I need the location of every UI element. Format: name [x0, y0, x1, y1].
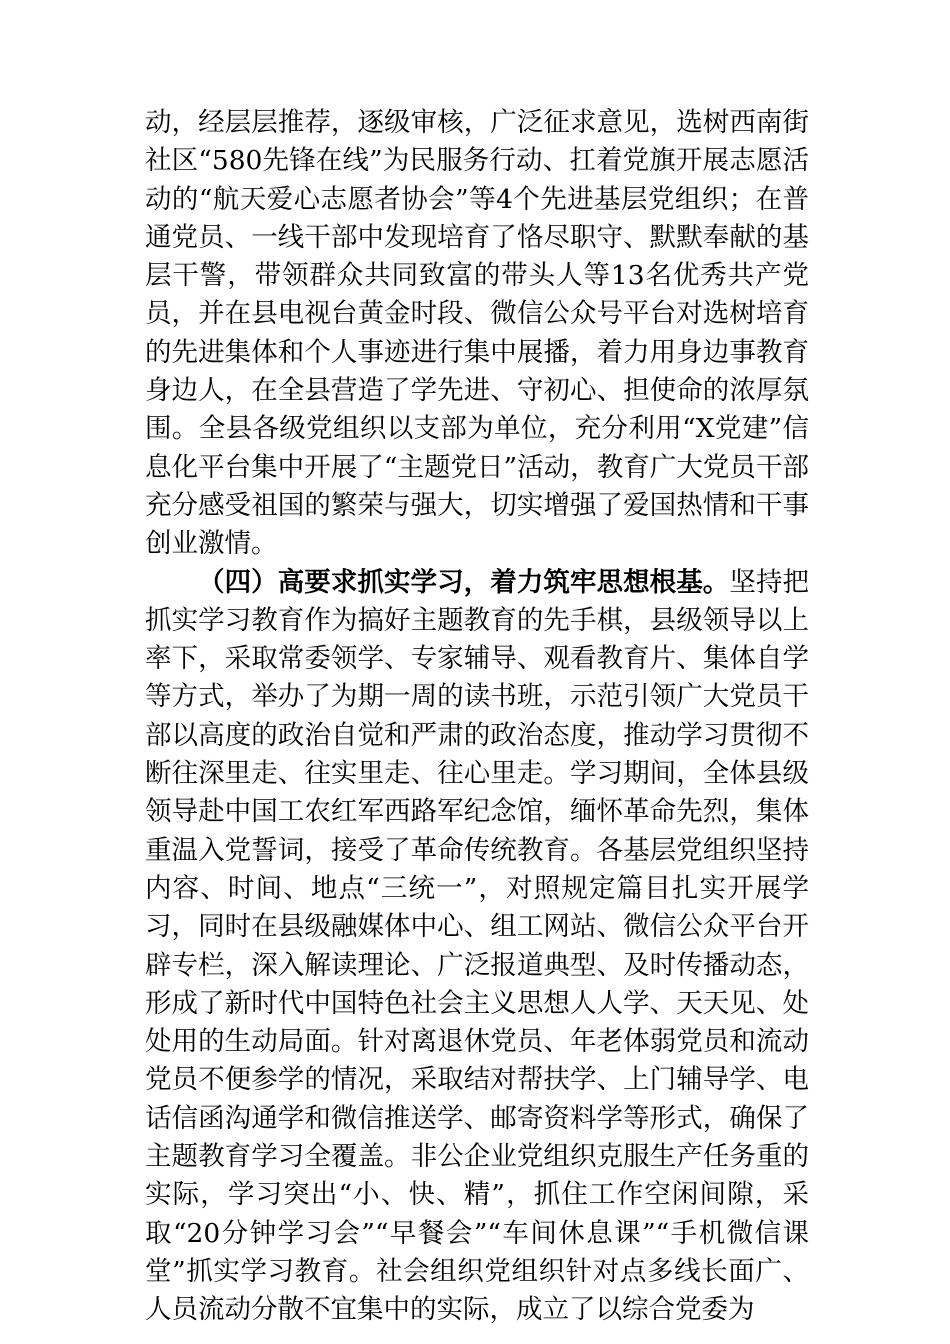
section-heading: （四）高要求抓实学习，着力筑牢思想根基。 [198, 566, 730, 598]
section-body: 坚持把抓实学习教育作为搞好主题教育的先手棋，县级领导以上率下，采取常委领学、专家辅导、观看教育片、集体自学等方式，举办了为期一周的读书班，示范引领广大党员干部以高度的政治自觉和严肃的政治态度，推动学习贯彻不断往深里走、往实里走、往心里走。学习期间，全体县级领导赴中国工农红军西路军纪念馆，缅怀革命先烈，集体重温入党誓词，接受了革命传统教育。各基层党组织坚持内容、时间、地点“三统一”，对照规定篇目扎实开展学习，同时在县级融媒体中心、组工网站、微信公众平台开辟专栏，深入解读理论、广泛报道典型、及时传播动态，形成了新时代中国特色社会主义思想人人学、天天见、处处用的生动局面。针对离退休党员、年老体弱党员和流动党员不便参学的情况，采取结对帮扶学、上门辅导学、电话信函沟通学和微信推送学、邮寄资料学等形式，确保了主题教育学习全覆盖。非公企业党组织克服生产任务重的实际，学习突出“小、快、精”，抓住工作空闲间隙，采取“20分钟学习会”“早餐会”“车间休息课”“手机微信课堂”抓实学习教育。社会组织党组织针对点多线长面广、人员流动分散不宜集中的实际，成立了以综合党委为 [145, 566, 810, 1326]
document-page [145, 104, 809, 1330]
paragraph-section-four [145, 564, 809, 1330]
paragraph-continued: 动，经层层推荐，逐级审核，广泛征求意见，选树西南街社区“580先锋在线”为民服务行动、扛着党旗开展志愿活动的“航天爱心志愿者协会”等4个先进基层党组织；在普通党员、一线干部中发现培育了恪尽职守、默默奉献的基层干警，带领群众共同致富的带头人等13名优秀共产党员，并在县电视台黄金时段、微信公众号平台对选树培育的先进集体和个人事迹进行集中展播，着力用身边事教育身边人，在全县营造了学先进、守初心、担使命的浓厚氛围。全县各级党组织以支部为单位，充分利用“X党建”信息化平台集中开展了“主题党日”活动，教育广大党员干部充分感受祖国的繁荣与强大，切实增强了爱国热情和干事创业激情。 [145, 107, 809, 560]
